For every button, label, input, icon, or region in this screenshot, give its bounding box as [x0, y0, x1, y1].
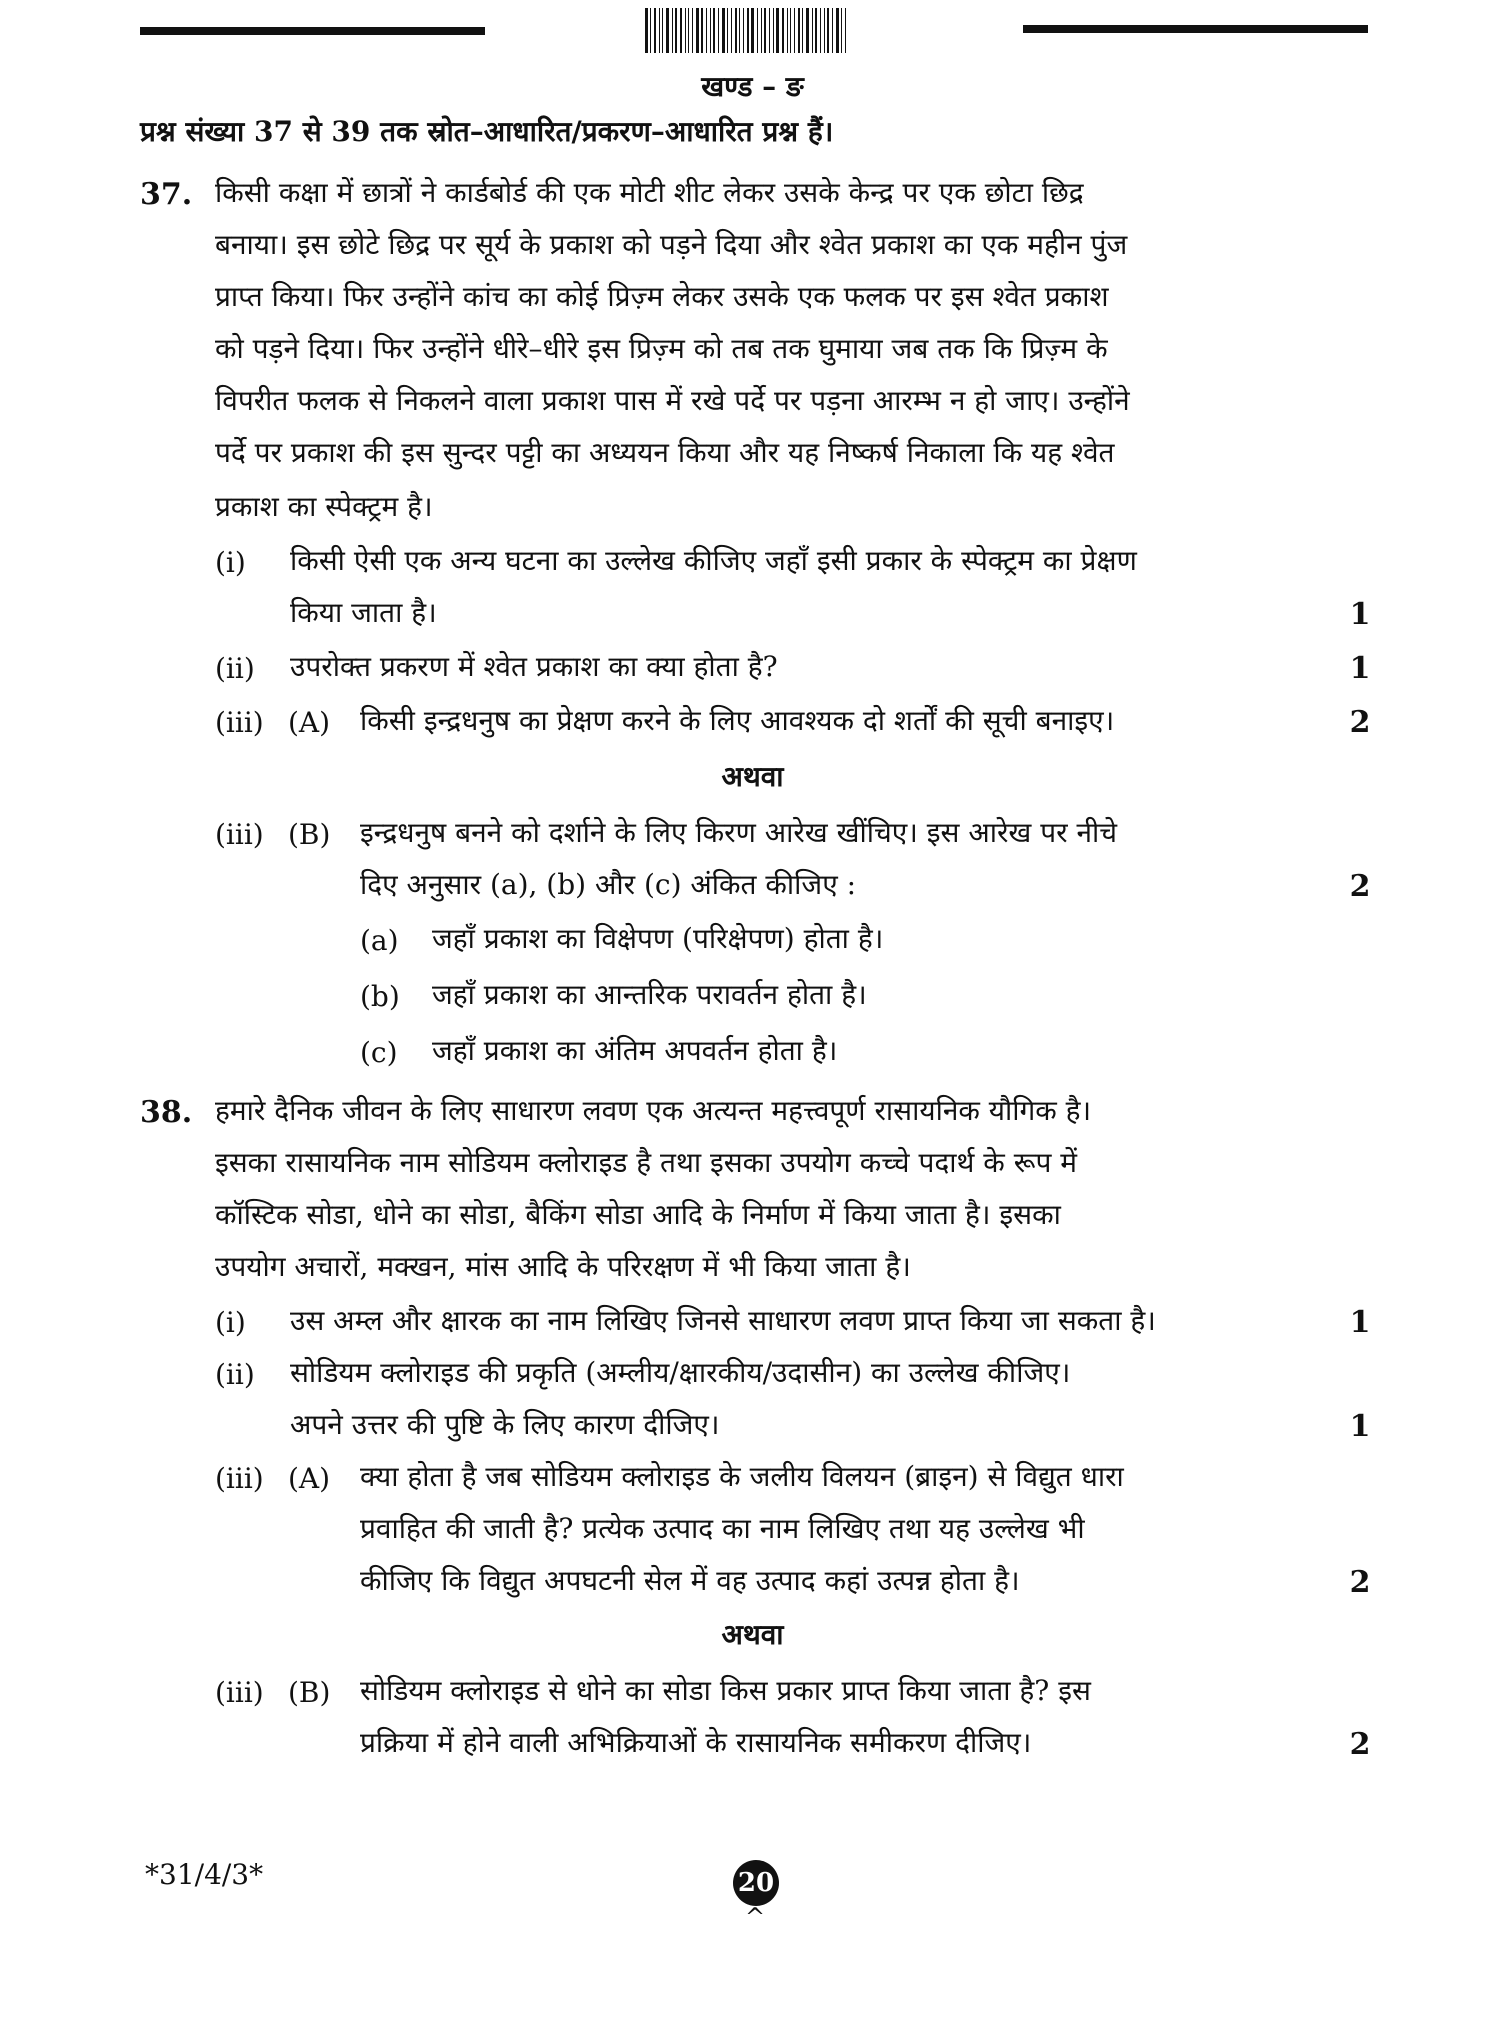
barcode-bar — [675, 8, 677, 53]
q38-option-b-text: सोडियम क्लोराइड से धोने का सोडा किस प्रकार प्राप्त किया जाता है? इस — [360, 1674, 1091, 1707]
barcode — [645, 8, 867, 53]
q37-part-i-text: किया जाता है। — [290, 596, 437, 629]
barcode-bar — [845, 8, 846, 53]
page-number: 20 — [733, 1860, 779, 1906]
q37-option-a-label: (A) — [288, 706, 331, 739]
q38-option-a-text: प्रवाहित की जाती है? प्रत्येक उत्पाद का नाम लिखिए तथा यह उल्लेख भी — [360, 1512, 1085, 1545]
q37-option-b-text: दिए अनुसार (a), (b) और (c) अंकित कीजिए : — [360, 868, 857, 901]
q37-subpart-b-label: (b) — [360, 980, 400, 1013]
barcode-bar — [722, 8, 725, 53]
barcode-bar — [787, 8, 788, 53]
q37-or-divider: अथवा — [721, 760, 784, 793]
header-rule-left — [140, 27, 485, 35]
question-number-38: 38. — [140, 1095, 193, 1130]
q38-option-a-label: (A) — [288, 1462, 331, 1495]
q38-part-i-marks: 1 — [1349, 1305, 1371, 1340]
q37-subpart-b-text: जहाँ प्रकाश का आन्तरिक परावर्तन होता है। — [432, 978, 867, 1011]
barcode-bar — [798, 8, 800, 53]
q38-passage-line: उपयोग अचारों, मक्खन, मांस आदि के परिरक्षण में भी किया जाता है। — [215, 1250, 911, 1283]
barcode-bar — [812, 8, 813, 53]
barcode-bar — [776, 8, 779, 53]
q38-part-ii-marks: 1 — [1349, 1409, 1371, 1444]
barcode-bar — [688, 8, 689, 53]
q37-part-ii-marks: 1 — [1349, 651, 1371, 686]
barcode-bar — [654, 8, 656, 53]
barcode-bar — [701, 8, 703, 53]
q38-part-i-text: उस अम्ल और क्षारक का नाम लिखिए जिनसे साधारण लवण प्राप्त किया जा सकता है। — [290, 1304, 1156, 1337]
q38-part-i-label: (i) — [215, 1306, 246, 1339]
barcode-bar — [769, 8, 770, 53]
q38-option-a-text: क्या होता है जब सोडियम क्लोराइड के जलीय विलयन (ब्राइन) से विद्युत धारा — [360, 1460, 1124, 1493]
q38-option-b-text: प्रक्रिया में होने वाली अभिक्रियाओं के रासायनिक समीकरण दीजिए। — [360, 1726, 1032, 1759]
barcode-bar — [820, 8, 821, 53]
q37-subpart-a-label: (a) — [360, 924, 399, 957]
q38-passage-line: इसका रासायनिक नाम सोडियम क्लोराइड है तथा इसका उपयोग कच्चे पदार्थ के रूप में — [215, 1146, 1077, 1179]
barcode-bar — [727, 8, 728, 53]
barcode-bar — [827, 8, 829, 53]
q38-option-b-marks: 2 — [1349, 1727, 1371, 1762]
q38-option-a-text: कीजिए कि विद्युत अपघटनी सेल में वह उत्पाद कहां उत्पन्न होता है। — [360, 1564, 1020, 1597]
barcode-bar — [680, 8, 682, 53]
q37-subpart-c-label: (c) — [360, 1036, 398, 1069]
barcode-bar — [747, 8, 749, 53]
barcode-bar — [806, 8, 809, 53]
barcode-bar — [645, 8, 648, 53]
barcode-bar — [761, 8, 762, 53]
barcode-bar — [782, 8, 784, 53]
barcode-bar — [743, 8, 744, 53]
q38-part-ii-label: (ii) — [215, 1358, 255, 1391]
barcode-bar — [735, 8, 737, 53]
paper-code: *31/4/3* — [145, 1858, 264, 1891]
q38-option-b-label: (B) — [288, 1676, 331, 1709]
q38-passage-line: हमारे दैनिक जीवन के लिए साधारण लवण एक अत्यन्त महत्त्वपूर्ण रासायनिक यौगिक है। — [215, 1094, 1092, 1127]
q37-passage-line: प्राप्त किया। फिर उन्होंने कांच का कोई प्रिज़्म लेकर उसके एक फलक पर इस श्वेत प्रकाश — [215, 280, 1109, 313]
barcode-bar — [790, 8, 791, 53]
barcode-bar — [666, 8, 669, 53]
q37-option-a-marks: 2 — [1349, 705, 1371, 740]
barcode-bar — [710, 8, 711, 53]
q37-part-i-marks: 1 — [1349, 597, 1371, 632]
q38-part-iii-label: (iii) — [215, 1462, 264, 1495]
caret-mark: ^ — [745, 1903, 766, 1931]
q37-subpart-a-text: जहाँ प्रकाश का विक्षेपण (परिक्षेपण) होता है। — [432, 922, 884, 955]
barcode-bar — [718, 8, 719, 53]
q38-passage-line: कॉस्टिक सोडा, धोने का सोडा, बैकिंग सोडा आदि के निर्माण में किया जाता है। इसका — [215, 1198, 1061, 1231]
q37-part-i-label: (i) — [215, 546, 246, 579]
q37-passage-line: बनाया। इस छोटे छिद्र पर सूर्य के प्रकाश को पड़ने दिया और श्वेत प्रकाश का एक महीन पुंज — [215, 228, 1128, 261]
q37-option-b-text: इन्द्रधनुष बनने को दर्शाने के लिए किरण आरेख खींचिए। इस आरेख पर नीचे — [360, 816, 1118, 849]
header-rule-right — [1023, 25, 1368, 33]
barcode-bar — [739, 8, 740, 53]
barcode-bar — [824, 8, 825, 53]
barcode-bar — [794, 8, 795, 53]
q37-passage-line: प्रकाश का स्पेक्ट्रम है। — [215, 490, 433, 523]
barcode-bar — [685, 8, 686, 53]
barcode-bar — [802, 8, 803, 53]
q37-subpart-c-text: जहाँ प्रकाश का अंतिम अपवर्तन होता है। — [432, 1034, 838, 1067]
barcode-bar — [773, 8, 774, 53]
barcode-bar — [764, 8, 766, 53]
q37-passage-line: को पड़ने दिया। फिर उन्होंने धीरे–धीरे इस प्रिज़्म को तब तक घुमाया जब तक कि प्रिज़्म के — [215, 332, 1108, 365]
barcode-bar — [751, 8, 754, 53]
barcode-bar — [815, 8, 817, 53]
barcode-bar — [832, 8, 833, 53]
barcode-bar — [841, 8, 842, 53]
q37-part-ii-label: (ii) — [215, 652, 255, 685]
q38-part-ii-text: सोडियम क्लोराइड की प्रकृति (अम्लीय/क्षारकीय/उदासीन) का उल्लेख कीजिए। — [290, 1356, 1071, 1389]
barcode-bar — [836, 8, 839, 53]
barcode-bar — [757, 8, 758, 53]
q37-part-iii-label: (iii) — [215, 706, 264, 739]
q37-part-i-text: किसी ऐसी एक अन्य घटना का उल्लेख कीजिए जहाँ इसी प्रकार के स्पेक्ट्रम का प्रेक्षण — [290, 544, 1137, 577]
q38-option-a-marks: 2 — [1349, 1565, 1371, 1600]
q37-passage-line: पर्दे पर प्रकाश की इस सुन्दर पट्टी का अध्ययन किया और यह निष्कर्ष निकाला कि यह श्वेत — [215, 436, 1115, 469]
q37-option-a-text: किसी इन्द्रधनुष का प्रेक्षण करने के लिए आवश्यक दो शर्तों की सूची बनाइए। — [360, 704, 1115, 737]
section-title: खण्ड – ङ — [701, 70, 804, 103]
q37-passage-line: किसी कक्षा में छात्रों ने कार्डबोर्ड की एक मोटी शीट लेकर उसके केन्द्र पर एक छोटा छिद्र — [215, 176, 1084, 209]
barcode-bar — [713, 8, 715, 53]
barcode-bar — [650, 8, 651, 53]
question-number-37: 37. — [140, 177, 193, 212]
barcode-bar — [692, 8, 693, 53]
q38-or-divider: अथवा — [721, 1618, 784, 1651]
barcode-bar — [672, 8, 673, 53]
barcode-bar — [696, 8, 699, 53]
q38-part-iii-label: (iii) — [215, 1676, 264, 1709]
q37-part-ii-text: उपरोक्त प्रकरण में श्वेत प्रकाश का क्या होता है? — [290, 650, 778, 683]
q37-option-b-marks: 2 — [1349, 869, 1371, 904]
section-instruction: प्रश्न संख्या 37 से 39 तक स्रोत–आधारित/प्रकरण–आधारित प्रश्न हैं। — [140, 115, 834, 148]
q37-passage-line: विपरीत फलक से निकलने वाला प्रकाश पास में रखे पर्दे पर पड़ना आरम्भ न हो जाए। उन्होंने — [215, 384, 1130, 417]
barcode-bar — [659, 8, 660, 53]
barcode-bar — [706, 8, 707, 53]
q37-part-iii-label: (iii) — [215, 818, 264, 851]
barcode-bar — [731, 8, 732, 53]
q38-part-ii-text: अपने उत्तर की पुष्टि के लिए कारण दीजिए। — [290, 1408, 720, 1441]
barcode-bar — [662, 8, 663, 53]
q37-option-b-label: (B) — [288, 818, 331, 851]
